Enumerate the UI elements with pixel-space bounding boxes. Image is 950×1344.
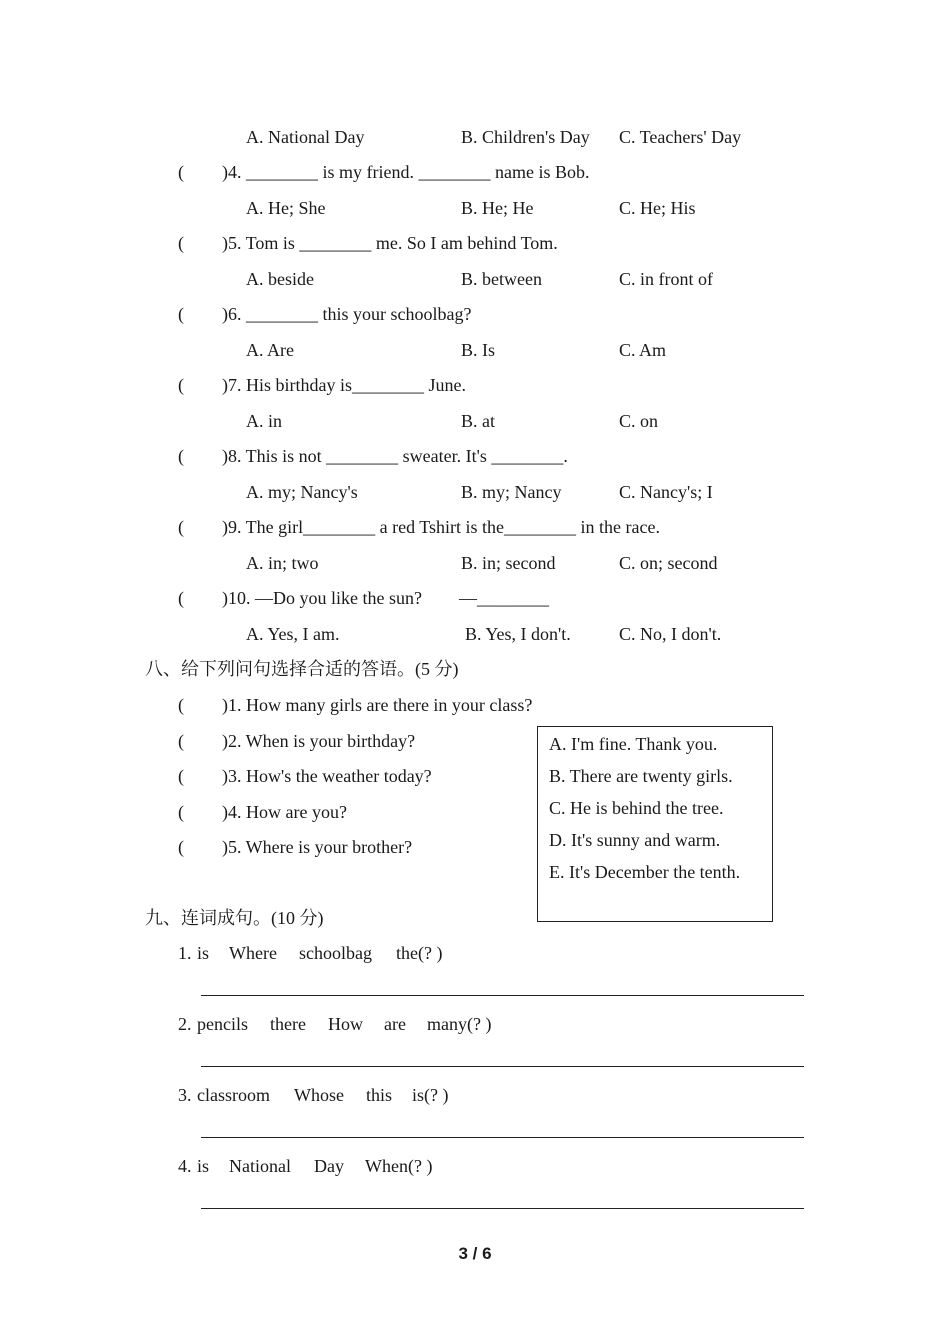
option-b: B. in; second bbox=[461, 553, 556, 573]
option-c: C. No, I don't. bbox=[619, 624, 722, 644]
scrambled-word: National bbox=[229, 1156, 291, 1176]
scrambled-word: is bbox=[197, 1156, 210, 1176]
item-number: 3. bbox=[178, 1085, 192, 1105]
question-stem: )4. ________ is my friend. ________ name is Bob. bbox=[222, 162, 590, 182]
answer-paren: ( bbox=[178, 162, 184, 182]
item-number: 2. bbox=[178, 1014, 192, 1034]
answer-paren: ( bbox=[178, 233, 184, 253]
option-c: C. in front of bbox=[619, 269, 713, 289]
answer-choice: E. It's December the tenth. bbox=[549, 862, 741, 882]
answer-paren: ( bbox=[178, 446, 184, 466]
answer-choice: B. There are twenty girls. bbox=[549, 766, 733, 786]
option-c: C. He; His bbox=[619, 198, 696, 218]
scrambled-word: this bbox=[366, 1085, 393, 1105]
scrambled-word: How bbox=[328, 1014, 363, 1034]
section-title-9: 九、连词成句。(10 分) bbox=[145, 908, 324, 928]
scrambled-word: the(? ) bbox=[396, 943, 443, 963]
question-stem: )5. Tom is ________ me. So I am behind Tom. bbox=[222, 233, 558, 253]
match-question: )1. How many girls are there in your class? bbox=[222, 695, 533, 715]
answer-paren: ( bbox=[178, 695, 184, 715]
item-number: 4. bbox=[178, 1156, 192, 1176]
answer-box bbox=[537, 726, 773, 922]
item-number: 1. bbox=[178, 943, 192, 963]
scrambled-word: schoolbag bbox=[299, 943, 372, 963]
option-b: B. Yes, I don't. bbox=[465, 624, 571, 644]
q3-option-a: A. National Day bbox=[246, 127, 365, 147]
scrambled-word: Where bbox=[229, 943, 277, 963]
answer-paren: ( bbox=[178, 517, 184, 537]
option-b: B. at bbox=[461, 411, 495, 431]
page-number: 3 / 6 bbox=[458, 1244, 492, 1263]
match-question: )4. How are you? bbox=[222, 802, 347, 822]
answer-choice: D. It's sunny and warm. bbox=[549, 830, 721, 850]
answer-paren: ( bbox=[178, 837, 184, 857]
answer-line[interactable] bbox=[201, 1208, 804, 1209]
answer-choice: A. I'm fine. Thank you. bbox=[549, 734, 718, 754]
option-b: B. my; Nancy bbox=[461, 482, 562, 502]
q3-option-b: B. Children's Day bbox=[461, 127, 590, 147]
answer-line[interactable] bbox=[201, 1137, 804, 1138]
scrambled-word: Day bbox=[314, 1156, 344, 1176]
question-answer-blank: —________ bbox=[459, 588, 549, 608]
section-title-8: 八、给下列问句选择合适的答语。(5 分) bbox=[145, 659, 459, 679]
question-stem: )8. This is not ________ sweater. It's ________. bbox=[222, 446, 568, 466]
option-b: B. between bbox=[461, 269, 542, 289]
question-stem: )6. ________ this your schoolbag? bbox=[222, 304, 472, 324]
answer-paren: ( bbox=[178, 731, 184, 751]
scrambled-word: Whose bbox=[294, 1085, 344, 1105]
scrambled-word: there bbox=[270, 1014, 306, 1034]
option-a: A. in bbox=[246, 411, 282, 431]
option-c: C. Am bbox=[619, 340, 667, 360]
option-c: C. on bbox=[619, 411, 659, 431]
question-stem: )7. His birthday is________ June. bbox=[222, 375, 466, 395]
question-stem: )10. —Do you like the sun? bbox=[222, 588, 422, 608]
answer-choice: C. He is behind the tree. bbox=[549, 798, 724, 818]
option-a: A. beside bbox=[246, 269, 314, 289]
match-question: )5. Where is your brother? bbox=[222, 837, 413, 857]
scrambled-word: is(? ) bbox=[412, 1085, 449, 1105]
answer-line[interactable] bbox=[201, 1066, 804, 1067]
option-b: B. He; He bbox=[461, 198, 534, 218]
answer-paren: ( bbox=[178, 588, 184, 608]
match-question: )2. When is your birthday? bbox=[222, 731, 416, 751]
option-a: A. Yes, I am. bbox=[246, 624, 340, 644]
q3-option-c: C. Teachers' Day bbox=[619, 127, 742, 147]
scrambled-word: are bbox=[384, 1014, 406, 1034]
option-a: A. my; Nancy's bbox=[246, 482, 358, 502]
option-a: A. Are bbox=[246, 340, 294, 360]
answer-line[interactable] bbox=[201, 995, 804, 996]
answer-paren: ( bbox=[178, 766, 184, 786]
answer-paren: ( bbox=[178, 304, 184, 324]
answer-paren: ( bbox=[178, 802, 184, 822]
scrambled-word: many(? ) bbox=[427, 1014, 492, 1034]
scrambled-word: When(? ) bbox=[365, 1156, 433, 1176]
answer-paren: ( bbox=[178, 375, 184, 395]
match-question: )3. How's the weather today? bbox=[222, 766, 432, 786]
question-stem: )9. The girl________ a red Tshirt is the________ in the race. bbox=[222, 517, 660, 537]
scrambled-word: is bbox=[197, 943, 210, 963]
scrambled-word: pencils bbox=[197, 1014, 248, 1034]
option-b: B. Is bbox=[461, 340, 496, 360]
option-a: A. He; She bbox=[246, 198, 326, 218]
option-a: A. in; two bbox=[246, 553, 319, 573]
option-c: C. on; second bbox=[619, 553, 718, 573]
scrambled-word: classroom bbox=[197, 1085, 270, 1105]
option-c: C. Nancy's; I bbox=[619, 482, 713, 502]
